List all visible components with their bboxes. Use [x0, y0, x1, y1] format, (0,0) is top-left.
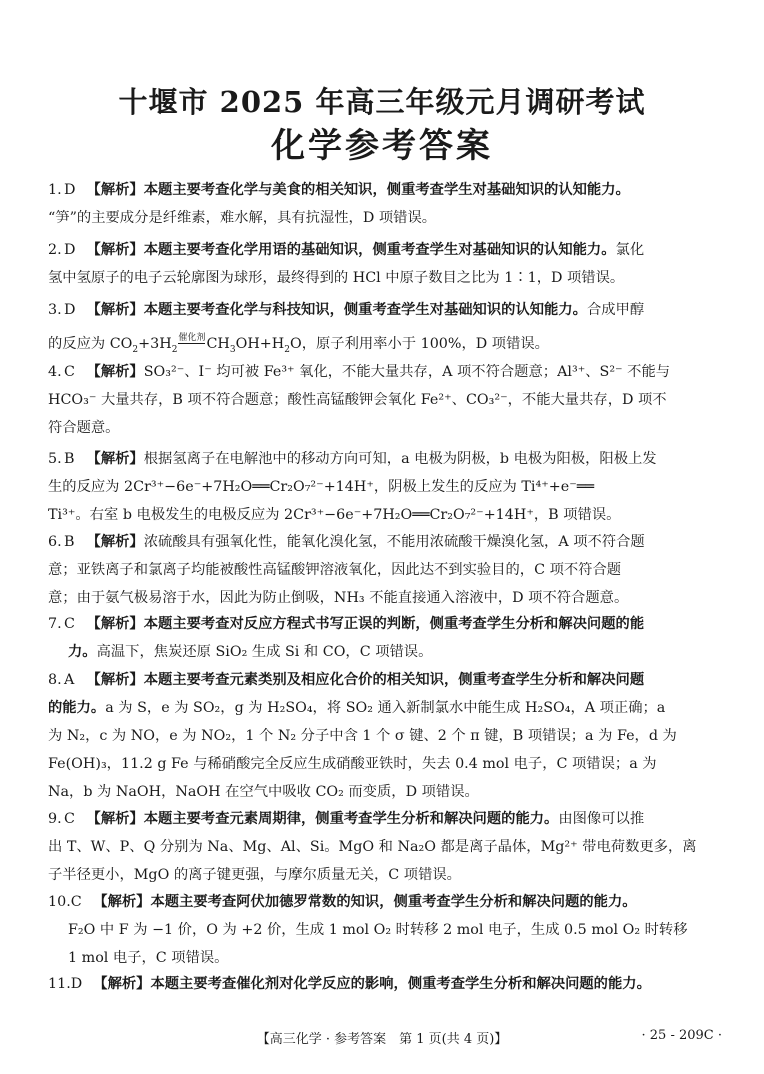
answer-item-8: 8. A 【解析】本题主要考查元素类别及相应化合价的相关知识，侧重考查学生分析和解决问题 的能力。a 为 S，e 为 SO₂，g 为 H₂SO₄，将 SO₂ 通入新制氯水中能生成 H₂SO₄，A 项正确；a 为 N₂，c 为 NO，e 为 NO₂，1 个 N₂ 分子中含 1 个 σ 键、2 个 π 键，B 项错误；a 为 Fe，d 为 Fe(OH)₃，11.2 g Fe 与稀硝酸完全反应生成硝酸亚铁时，失去 0.4 mol 电子，C 项错误；a 为 Na，b 为 NaOH，NaOH 在空气中吸收 CO₂ 而变质，D 项错误。 — [48, 672, 677, 800]
answer-item-1: 1. D 【解析】本题主要考查化学与美食的相关知识，侧重考查学生对基础知识的认知能力。 “笋”的主要成分是纤维素，难水解，具有抗湿性，D 项错误。 — [48, 182, 630, 226]
page-subtitle: 化学参考答案 — [271, 126, 493, 166]
answer-item-6: 6. B 【解析】浓硫酸具有强氧化性，能氧化溴化氢，不能用浓硫酸干燥溴化氢，A 项不符合题 意；亚铁离子和氯离子均能被酸性高锰酸钾溶液氧化，因此达不到实验目的，C 项不符合题 意；由于氨气极易溶于水，因此为防止倒吸，NH₃ 不能直接通入溶液中，D 项不符合题意。 — [48, 534, 645, 606]
answer-item-9: 9. C 【解析】本题主要考查元素周期律，侧重考查学生分析和解决问题的能力。由图像可以推 出 T、W、P、Q 分别为 Na、Mg、Al、Si。MgO 和 Na₂O 都是离子晶体，Mg²⁺ 带电荷数更多，离 子半径更小，MgO 的离子键更强，与摩尔质量无关，C 项错误。 — [48, 811, 697, 883]
answer-item-2: 2. D 【解析】本题主要考查化学用语的基础知识，侧重考查学生对基础知识的认知能力。氯化 氢中氢原子的电子云轮廓图为球形，最终得到的 HCl 中原子数目之比为 1∶1，D 项错误。 — [48, 242, 645, 286]
footer-page-info: 【高三化学 · 参考答案 第 1 页(共 4 页)】 — [256, 1032, 508, 1047]
answer-item-11: 11.D 【解析】本题主要考查催化剂对化学反应的影响，侧重考查学生分析和解决问题的能力。 — [48, 976, 651, 992]
answer-item-5: 5. B 【解析】根据氢离子在电解池中的移动方向可知，a 电极为阴极，b 电极为阳极，阳极上发 生的反应为 2Cr³⁺−6e⁻+7H₂O══Cr₂O₇²⁻+14H⁺，阴极上发生的反应为 Ti⁴⁺+e⁻══ Ti³⁺。右室 b 电极发生的电极反应为 2Cr³⁺−6e⁻+7H₂O══Cr₂O₇²⁻+14H⁺，B 项错误。 — [48, 451, 657, 523]
answer-item-3: 3. D 【解析】本题主要考查化学与科技知识，侧重考查学生对基础知识的认知能力。合成甲醇 的反应为 $CO_2+3H_2$催化剂$CH_3OH+H_2O$，原子利用率小于 100%，D 项错误。 — [48, 302, 645, 355]
answer-item-4: 4. C 【解析】SO₃²⁻、I⁻ 均可被 Fe³⁺ 氧化，不能大量共存，A 项不符合题意；Al³⁺、S²⁻ 不能与 HCO₃⁻ 大量共存，B 项不符合题意；酸性高锰酸钾会氧化 Fe²⁺、CO₃²⁻，不能大量共存，D 项不 符合题意。 — [48, 364, 671, 436]
answer-item-10: 10.C 【解析】本题主要考查阿伏加德罗常数的知识，侧重考查学生分析和解决问题的能力。 F₂O 中 F 为 −1 价，O 为 +2 价，生成 1 mol O₂ 时转移 2 mol 电子，生成 0.5 mol O₂ 时转移 1 mol 电子，C 项错误。 — [48, 894, 688, 966]
footer-code: · 25 - 209C · — [641, 1028, 722, 1043]
page-title: 十堰市 2025 年高三年级元月调研考试 — [118, 85, 646, 119]
catalyst-label: 催化剂 — [178, 333, 206, 343]
answer-item-7: 7. C 【解析】本题主要考查对反应方程式书写正误的判断，侧重考查学生分析和解决问题的能 力。高温下，焦炭还原 SiO₂ 生成 Si 和 CO，C 项错误。 — [48, 616, 645, 660]
